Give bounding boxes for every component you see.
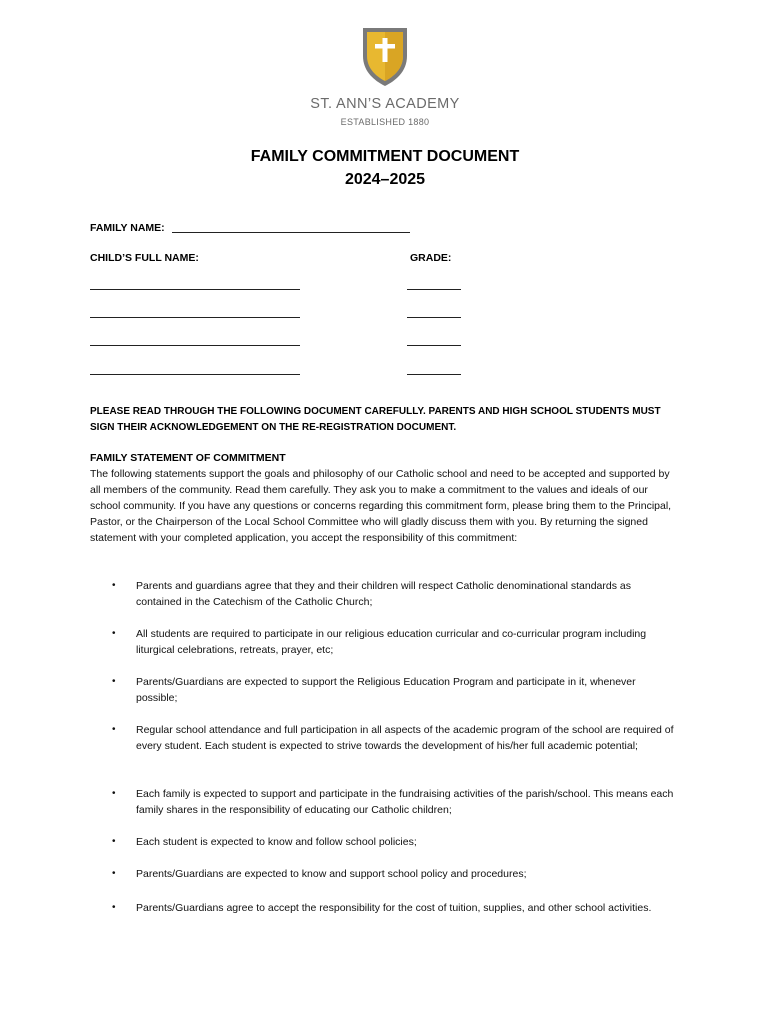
grade-label: GRADE:: [410, 252, 452, 264]
instructions-notice: PLEASE READ THROUGH THE FOLLOWING DOCUMENT CAREFULLY. PARENTS AND HIGH SCHOOL STUDENTS MUST SIGN THEIR ACKNOWLEDGEMENT ON THE RE-REGISTRATION DOCUMENT.: [90, 406, 661, 433]
list-item-text: Parents/Guardians are expected to support the Religious Education Program and participate in it, whenever possible;: [136, 676, 636, 704]
list-item-text: Each student is expected to know and follow school policies;: [136, 836, 417, 848]
document-title: [0, 145, 770, 191]
child-name-field[interactable]: [90, 317, 300, 318]
bullet-icon: •: [112, 788, 116, 799]
list-item-text: Regular school attendance and full participation in all aspects of the academic program of the school are required of every student. Each student is expected to strive towards the development of his/her full academic potential;: [136, 724, 674, 752]
family-name-field[interactable]: [172, 232, 410, 233]
established-text: ESTABLISHED 1880: [340, 117, 430, 127]
school-name: ST. ANN’S ACADEMY: [310, 96, 460, 112]
list-item-text: Parents and guardians agree that they and their children will respect Catholic denominational standards as contained in the Catechism of the Catholic Church;: [136, 580, 631, 608]
year-text: 2024–2025: [344, 171, 426, 188]
title-text: FAMILY COMMITMENT DOCUMENT: [250, 148, 520, 165]
child-name-field[interactable]: [90, 289, 300, 290]
grade-field[interactable]: [407, 374, 461, 375]
list-item-text: All students are required to participate in our religious education curricular and co-curricular program including liturgical celebrations, retreats, prayer, etc;: [136, 628, 647, 656]
list-item-text: Each family is expected to support and participate in the fundraising activities of the parish/school. This means each family shares in the responsibility of educating our Catholic children;: [136, 788, 674, 816]
grade-field[interactable]: [407, 317, 461, 318]
bullet-icon: •: [112, 902, 116, 913]
list-item-text: Parents/Guardians are expected to know and support school policy and procedures;: [136, 868, 527, 880]
grade-field[interactable]: [407, 289, 461, 290]
list-item-text: Parents/Guardians agree to accept the responsibility for the cost of tuition, supplies, and other school activities.: [136, 902, 652, 914]
child-name-field[interactable]: [90, 345, 300, 346]
bullet-icon: •: [112, 836, 116, 847]
bullet-icon: •: [112, 868, 116, 879]
family-name-label: FAMILY NAME:: [90, 222, 165, 234]
grade-field[interactable]: [407, 345, 461, 346]
intro-paragraph: The following statements support the goals and philosophy of our Catholic school and need to be accepted and supported by all members of the community. Read them carefully. They ask you to make a commitment to the values and ideals of our school community. If you have any questions or concerns regarding this commitment form, please bring them to the Principal, Pastor, or the Chairperson of the Local School Committee who will gladly discuss them with you. By returning the signed statement with your completed application, you accept the responsibility of this commitment:: [90, 468, 672, 544]
bullet-icon: •: [112, 580, 116, 591]
bullet-icon: •: [112, 676, 116, 687]
child-name-field[interactable]: [90, 374, 300, 375]
bullet-icon: •: [112, 628, 116, 639]
shield-cross-icon: [361, 26, 409, 88]
section-heading: FAMILY STATEMENT OF COMMITMENT: [90, 452, 286, 464]
bullet-icon: •: [112, 724, 116, 735]
child-name-label: CHILD’S FULL NAME:: [90, 252, 199, 264]
